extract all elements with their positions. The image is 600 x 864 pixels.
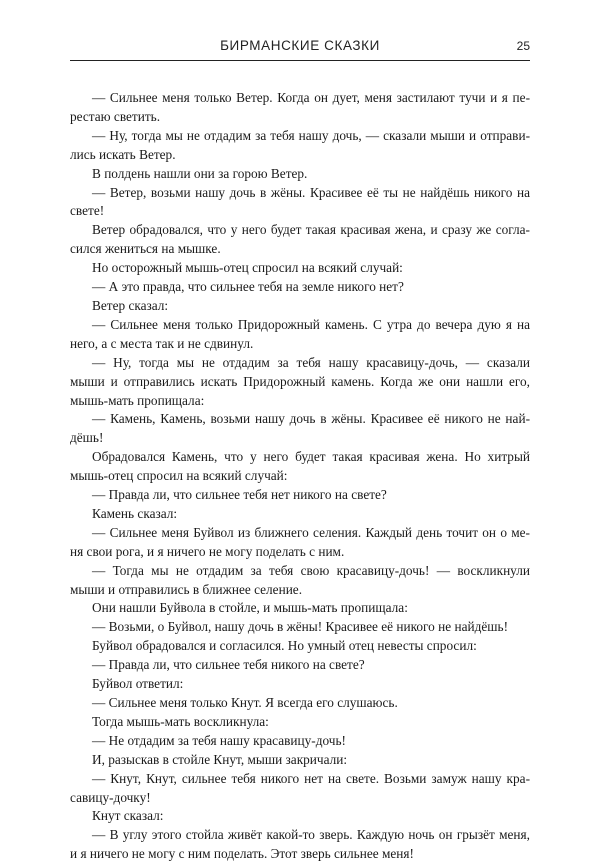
text-line: ня свои рога, и я ничего не могу поделать с ним. (70, 543, 345, 559)
text-line: Обрадовался Камень, что у него будет такая красивая жена. Но хитрый (92, 449, 530, 465)
text-line: — Правда ли, что сильнее тебя нет никого на свете? (92, 487, 387, 503)
text-line: — Возьми, о Буйвол, нашу дочь в жёны! Красивее её никого не найдёшь! (92, 619, 509, 635)
text-line: мыши и отправились в ближнее селение. (70, 581, 303, 597)
text-line: — Сильнее меня Буйвол из ближнего селения. Каждый день точит он о ме- (92, 524, 530, 540)
text-line: Они нашли Буйвола в стойле, и мышь-мать пропищала: (92, 600, 408, 616)
text-line: сился жениться на мышке. (70, 241, 221, 257)
text-line: него, а с места так и не сдвинул. (70, 335, 254, 351)
text-line: — А это правда, что сильнее тебя на земле никого нет? (92, 279, 404, 295)
text-line: Буйвол обрадовался и согласился. Но умный отец невесты спросил: (92, 638, 477, 654)
text-line: — Сильнее меня только Кнут. Я всегда его слушаюсь. (92, 695, 398, 710)
text-line: рестаю светить. (70, 108, 161, 124)
text-line: — Ветер, возьми нашу дочь в жёны. Красивее её ты не найдёшь никого на (92, 184, 530, 200)
text-line: дёшь! (70, 430, 104, 446)
text-line: Кнут сказал: (92, 808, 164, 824)
text-line: — Не отдадим за тебя нашу красавицу-дочь! (92, 732, 346, 748)
text-line: савицу-дочку! (70, 789, 151, 805)
text-line: Тогда мышь-мать воскликнула: (92, 713, 269, 729)
text-line: — Ну, тогда мы не отдадим за тебя нашу красавицу-дочь, — сказали (92, 354, 530, 370)
text-line: Ветер сказал: (92, 297, 169, 313)
text-line: Камень сказал: (92, 505, 178, 521)
text-line: мышь-мать пропищала: (70, 392, 205, 408)
text-line: свете! (70, 203, 105, 219)
text-line: — Ну, тогда мы не отдадим за тебя нашу дочь, — сказали мыши и отправи- (92, 127, 530, 143)
text-line: мыши и отправились искать Придорожный камень. Когда же они нашли его, (70, 373, 530, 389)
page-header (70, 38, 530, 61)
text-line: — В углу этого стойла живёт какой-то зверь. Каждую ночь он грызёт меня, (92, 827, 530, 843)
running-title: БИРМАНСКИЕ СКАЗКИ (220, 38, 380, 53)
text-line: Ветер обрадовался, что у него будет такая красивая жена, и сразу же согла- (92, 222, 530, 238)
text-line: — Камень, Камень, возьми нашу дочь в жёны. Красивее её никого не най- (92, 411, 530, 427)
text-line: — Тогда мы не отдадим за тебя свою красавицу-дочь! — воскликнули (92, 562, 530, 578)
text-line: мышь-отец спросил на всякий случай: (70, 468, 288, 484)
text-line: Буйвол ответил: (92, 676, 184, 692)
text-line: В полдень нашли они за горою Ветер. (92, 165, 308, 181)
text-line: — Кнут, Кнут, сильнее тебя никого нет на свете. Возьми замуж нашу кра- (92, 770, 530, 786)
text-line: лись искать Ветер. (70, 146, 176, 162)
text-line: — Сильнее меня только Ветер. Когда он дует, меня застилают тучи и я пе- (92, 90, 530, 105)
text-line: И, разыскав в стойле Кнут, мыши закричали: (92, 751, 348, 767)
page-number: 25 (516, 39, 530, 53)
text-line: Но осторожный мышь-отец спросил на всякий случай: (92, 260, 403, 276)
text-line: — Правда ли, что сильнее тебя никого на свете? (92, 657, 365, 673)
text-line: и я ничего не могу с ним поделать. Этот зверь сильнее меня! (70, 846, 414, 862)
story-text (70, 89, 530, 864)
text-line: — Сильнее меня только Придорожный камень. С утра до вечера дую я на (92, 316, 530, 332)
